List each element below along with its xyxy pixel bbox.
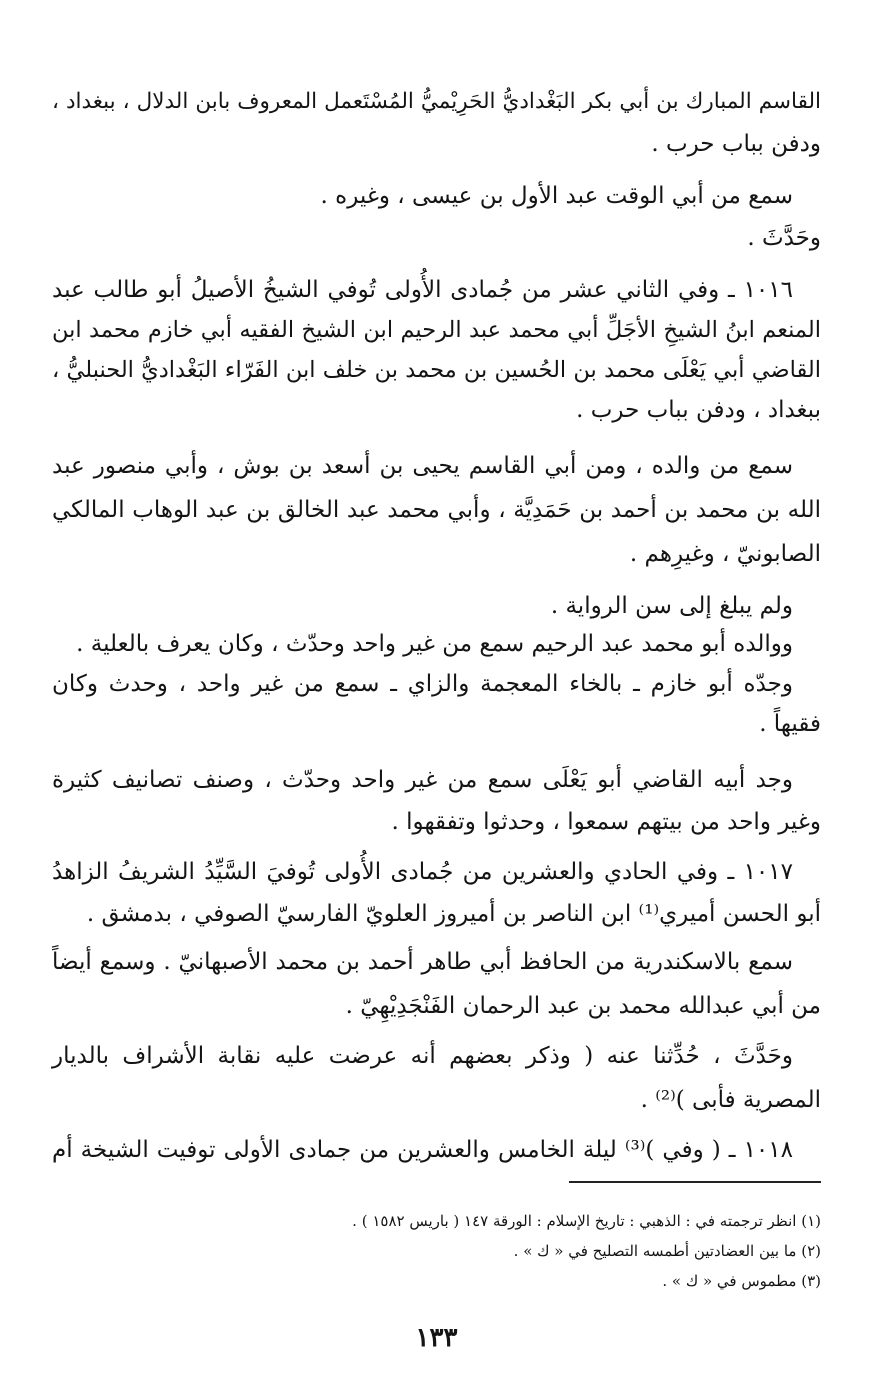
text-line: سمع بالاسكندرية من الحافظ أبي طاهر أحمد بن محمد الأصبهانيّ . وسمع أيضاً — [52, 949, 793, 975]
text-line: سمع من والده ، ومن أبي القاسم يحيى بن أسعد بن بوش ، وأبي منصور عبد — [52, 453, 793, 479]
text-line: وجد أبيه القاضي أبو يَعْلَى سمع من غير واحد وحدّث ، وصنف تصانيف كثيرة — [52, 767, 793, 793]
text-line: سمع من أبي الوقت عبد الأول بن عيسى ، وغيره . — [320, 183, 793, 209]
text-line: ولم يبلغ إلى سن الرواية . — [550, 593, 793, 619]
text-line: القاضي أبي يَعْلَى محمد بن الحُسين بن محمد بن خلف ابن الفَرّاء البَغْداديُّ الحنبليُّ ، — [52, 357, 821, 383]
text-line: وجدّه أبو خازم ـ بالخاء المعجمة والزاي ـ سمع من غير واحد ، وحدث وكان — [52, 671, 793, 697]
text-line: وحَدَّثَ . — [747, 225, 821, 251]
text-line: ووالده أبو محمد عبد الرحيم سمع من غير واحد وحدّث ، وكان يعرف بالعلية . — [76, 631, 793, 657]
text-line: فقيهاً . — [759, 711, 821, 737]
entry-1017-heading: ١٠١٧ ـ وفي الحادي والعشرين من جُمادى الأُولى تُوفيَ السَّيِّدُ الشريفُ الزاهدُ — [52, 859, 793, 885]
page-number: ١٣٣ — [415, 1323, 458, 1353]
entry-1018-heading: ١٠١٨ ـ ( وفي )⁽³⁾ ليلة الخامس والعشرين من جمادى الأولى توفيت الشيخة أم — [52, 1137, 793, 1163]
text-line: الصابونيّ ، وغيرِهم . — [629, 541, 821, 567]
text-line: ببغداد ، ودفن بباب حرب . — [576, 397, 821, 423]
text-line: ودفن بباب حرب . — [651, 131, 821, 157]
text-line: أبو الحسن أميري⁽¹⁾ ابن الناصر بن أميروز العلويّ الفارسيّ الصوفي ، بدمشق . — [86, 901, 821, 927]
footnote-2: (٢) ما بين العضادتين أطمسه التصليح في « ك » . — [513, 1242, 821, 1260]
text-line: المنعم ابنُ الشيخِ الأجَلِّ أبي محمد عبد الرحيم ابن الشيخ الفقيه أبي خازم محمد ابن — [52, 317, 821, 343]
text-line: القاسم المبارك بن أبي بكر البَغْداديُّ الحَرِيْميُّ المُسْتَعمل المعروف بابن الدلال ، ببغداد ، — [52, 89, 821, 114]
text-line: وغير واحد من بيتهم سمعوا ، وحدثوا وتفقهوا . — [391, 809, 821, 835]
text-line: المصرية فأبى )⁽²⁾ . — [640, 1087, 821, 1113]
entry-1016-heading: ١٠١٦ ـ وفي الثاني عشر من جُمادى الأُولى تُوفي الشيخُ الأصيلُ أبو طالب عبد — [52, 277, 793, 303]
footnote-1: (١) انظر ترجمته في : الذهبي : تاريخ الإسلام : الورقة ١٤٧ ( باريس ١٥٨٢ ) . — [352, 1212, 821, 1230]
footnote-separator — [569, 1181, 821, 1183]
text-line: وحَدَّثَ ، حُدِّثنا عنه ( وذكر بعضهم أنه عرضت عليه نقابة الأشراف بالديار — [52, 1043, 793, 1069]
footnote-3: (٣) مطموس في « ك » . — [662, 1272, 821, 1290]
text-line: الله بن محمد بن أحمد بن حَمَدِيَّة ، وأبي محمد عبد الخالق بن عبد الوهاب المالكي — [52, 497, 821, 523]
text-line: من أبي عبدالله محمد بن عبد الرحمان الفَنْجَدِيْهِيّ . — [345, 993, 821, 1019]
